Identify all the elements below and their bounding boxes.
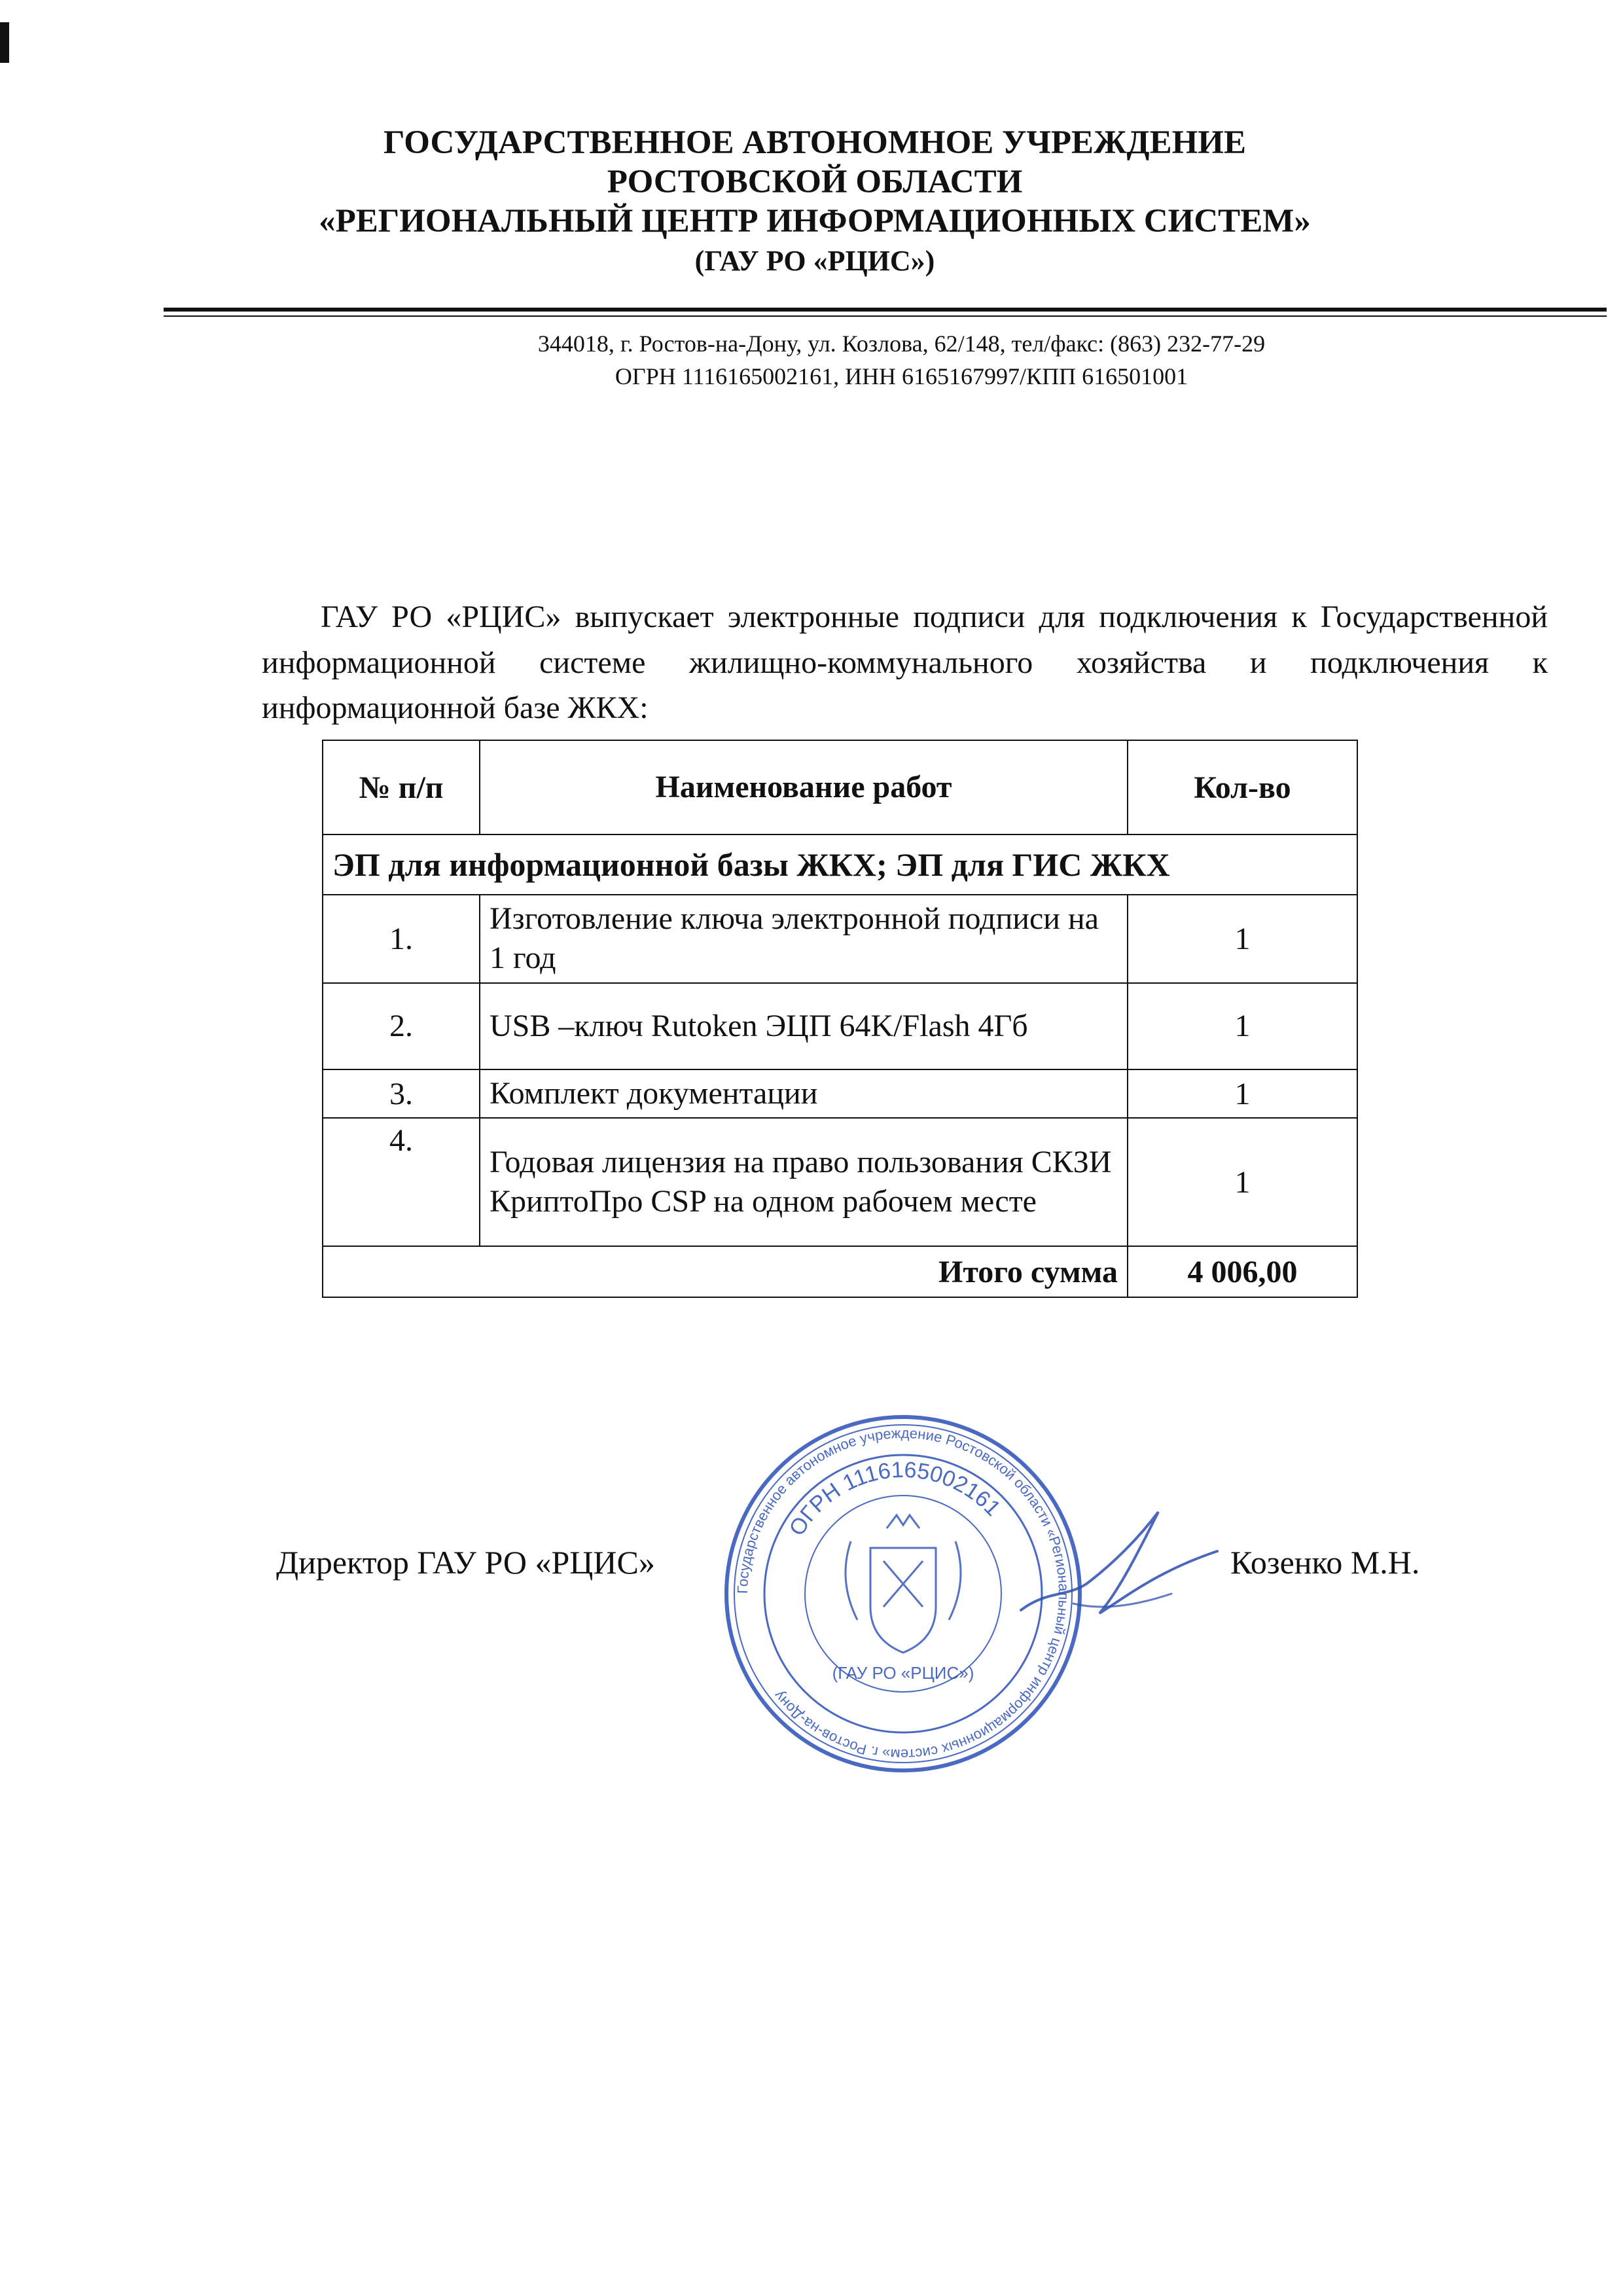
total-label: Итого сумма [323, 1246, 1128, 1297]
org-name-line-2: РОСТОВСКОЙ ОБЛАСТИ [607, 164, 1023, 201]
row-name: USB –ключ Rutoken ЭЦП 64K/Flash 4Гб [480, 983, 1128, 1069]
intro-paragraph: ГАУ РО «РЦИС» выпускает электронные подписи для подключения к Государственной информационной системе жилищно-коммунального хозяйства и подключения к информационной базе ЖКХ: [262, 600, 1548, 726]
coat-of-arms-icon [846, 1515, 961, 1653]
header-name: Наименование работ [480, 740, 1128, 834]
table-row [323, 1069, 1357, 1118]
row-num: 1. [323, 895, 480, 983]
row-num: 2. [323, 983, 480, 1069]
total-value: 4 006,00 [1128, 1246, 1357, 1297]
row-qty: 1 [1128, 1118, 1357, 1246]
row-num: 3. [323, 1069, 480, 1118]
header-qty: Кол-во [1128, 740, 1357, 834]
org-name-line-1: ГОСУДАРСТВЕННОЕ АВТОНОМНОЕ УЧРЕЖДЕНИЕ [383, 124, 1246, 161]
row-name: Годовая лицензия на право пользования СКЗИ КриптоПро CSP на одном рабочем месте [480, 1118, 1128, 1246]
row-name: Комплект документации [480, 1069, 1128, 1118]
table-row [323, 983, 1357, 1069]
signatory-title: Директор ГАУ РО «РЦИС» [276, 1544, 655, 1581]
seal-outer-text: Государственное автономное учреждение Ростовской области «Региональный центр информационных систем» г. Ростов-на-Дону [734, 1424, 1073, 1763]
header-divider-thick [164, 308, 1607, 312]
seal-center-text: (ГАУ РО «РЦИС») [832, 1663, 974, 1683]
row-name: Изготовление ключа электронной подписи на 1 год [480, 895, 1128, 983]
table-header-row [323, 740, 1357, 834]
section-row [323, 834, 1357, 895]
row-qty: 1 [1128, 895, 1357, 983]
row-num: 4. [323, 1118, 480, 1246]
works-table [322, 740, 1358, 1298]
header-divider-thin [164, 315, 1607, 317]
row-qty: 1 [1128, 983, 1357, 1069]
registry-line: ОГРН 1116165002161, ИНН 6165167997/КПП 616501001 [615, 363, 1188, 390]
signatory-name: Козенко М.Н. [1230, 1544, 1420, 1581]
scan-edge-mark [0, 22, 9, 63]
row-qty: 1 [1128, 1069, 1357, 1118]
seal-inner-text: ОГРН 1116165002161 [784, 1457, 1006, 1541]
letterhead [164, 123, 1466, 278]
contact-info [164, 327, 1623, 393]
total-row [323, 1246, 1357, 1297]
org-short-name: (ГАУ РО «РЦИС») [694, 244, 935, 277]
org-name-line-3: «РЕГИОНАЛЬНЫЙ ЦЕНТР ИНФОРМАЦИОННЫХ СИСТЕМ» [319, 203, 1311, 240]
handwritten-signature [1008, 1499, 1230, 1630]
address-line: 344018, г. Ростов-на-Дону, ул. Козлова, 62/148, тел/факс: (863) 232-77-29 [537, 331, 1266, 357]
table-row [323, 895, 1357, 983]
section-title: ЭП для информационной базы ЖКХ; ЭП для ГИС ЖКХ [323, 834, 1357, 895]
table-row [323, 1118, 1357, 1246]
header-num: № п/п [323, 740, 480, 834]
svg-text:ОГРН 1116165002161 [784, 1458, 1005, 1541]
